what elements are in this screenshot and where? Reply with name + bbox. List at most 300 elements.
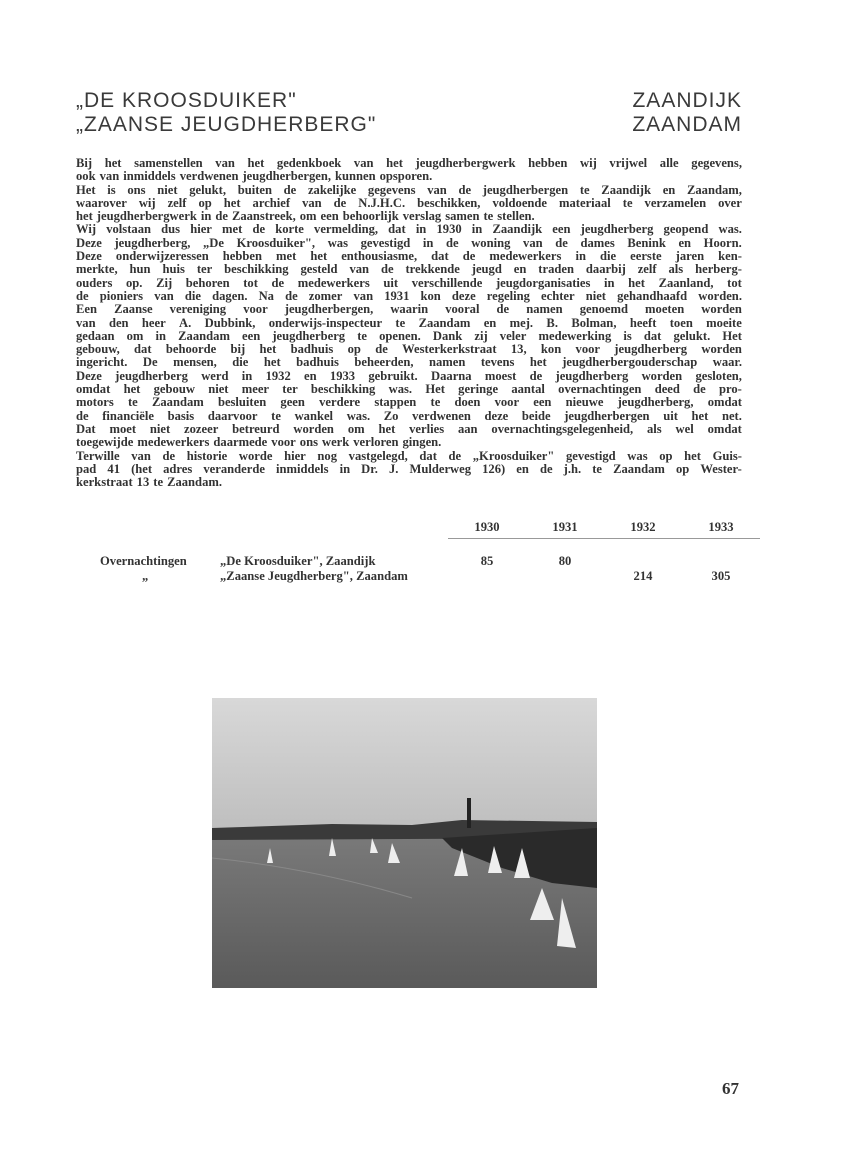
word: van [76,315,96,330]
word: te [622,195,633,210]
word: behoren [185,275,230,290]
word: 1932 [265,368,291,383]
word: traden [538,262,574,277]
word: badhuis [296,355,339,370]
word: regeling [486,288,530,303]
word: toen [669,315,693,330]
word: te [579,182,590,197]
word: pad [76,461,97,476]
word: stappen [374,395,417,410]
cell: 214 [633,568,653,583]
word: hebben [222,249,262,264]
cell: 305 [711,568,731,583]
word: huis [162,262,185,277]
harbor-photo [212,698,597,988]
word: de [462,249,476,264]
text-line [76,463,742,476]
word: vrijwel [609,156,648,170]
word: tot [243,275,258,290]
word: was. [718,222,742,237]
word: van [523,235,543,250]
word: dat [643,328,662,343]
word: worden [293,421,334,436]
word: en [304,368,317,383]
word: een [320,209,339,224]
word: Dank [432,328,463,343]
word: Wester- [700,461,742,476]
word: gingen. [402,435,442,450]
word: was. [388,382,413,397]
word: om [126,328,144,343]
word: en [516,461,529,476]
word: het [684,448,701,463]
word: Terwille [76,448,120,463]
word: heeft [629,315,657,330]
word: beheerden, [354,355,414,370]
year-header: 1931 [526,520,604,539]
word: het [529,355,547,370]
word: gegevens [367,182,416,197]
word: voor [271,435,296,450]
word: worden [701,342,742,357]
word: de [76,288,89,303]
word: verslag [402,209,442,224]
word: dagen. [212,288,248,303]
text-line [76,170,742,183]
word: motors [76,395,114,410]
word: om [347,421,365,436]
word: Zaanse [114,302,153,317]
word: kerkstraat [76,475,133,490]
word: verdere [319,395,361,410]
word: de [380,262,394,277]
word: de [162,448,176,463]
word: de [496,302,510,317]
word: basis [167,408,195,423]
word: van [302,195,322,210]
word: dames [580,235,615,250]
place-zaandijk: ZAANDIJK [632,89,742,112]
word: was [627,448,648,463]
word: overnachtingen [558,382,642,397]
word: vooral [445,302,480,317]
word: het [691,408,709,423]
text-line [76,410,742,423]
word: jeugdherberg, [617,395,694,410]
cell: 85 [480,553,494,568]
row-label-ditto: „ [142,568,149,583]
word: veler [499,328,527,343]
word: de [446,235,459,250]
word: en [513,262,527,277]
word: beschikken, [417,195,481,210]
word: het [378,421,396,436]
word: die [232,355,249,370]
cell [682,554,760,569]
text-line [76,317,742,330]
word: Zij [156,275,173,290]
word: Het [722,328,742,343]
text-line [76,277,742,290]
word: 1933 [329,368,356,383]
word: trekkende [405,262,460,277]
word: zij [474,328,488,343]
word: jeugdherberg [555,368,629,383]
word: jeugdherbergen [564,408,650,423]
word: vastgelegd, [348,448,408,463]
word: het [223,195,241,210]
word: wankel [294,408,334,423]
word: jeugdherberg [272,328,346,343]
word: heer [141,315,166,330]
sailboats-harbor-image [212,698,597,988]
word: waarover [76,195,127,210]
word: wij [138,195,156,210]
word: uit [383,275,399,290]
word: Het [76,182,96,197]
word: van [353,156,374,170]
word: inmiddels [276,461,329,476]
word: Zaandijk [492,222,543,237]
word: doen [454,395,481,410]
word: pro- [719,382,742,397]
word: ouders [76,275,113,290]
word: de [539,461,553,476]
word: zozeer [184,421,219,436]
word: (het [131,461,153,476]
word: Zaandijk [601,182,651,197]
word: N.J.H.C. [358,195,406,210]
word: Deze [76,235,102,250]
word: van [154,288,174,303]
word: overnachtingsgelegenheid, [491,421,634,436]
row-label: Overnachtingen [100,553,187,568]
text-line [76,184,742,197]
word: in [241,368,253,383]
word: Zaandam. [167,475,223,490]
word: moeten [645,302,685,317]
text-line [76,263,742,276]
word: Mulderweg [409,461,472,476]
word: verzamelen [644,195,707,210]
word: volstaan [106,222,151,237]
word: gehandhaafd [617,288,688,303]
word: deze [484,408,509,423]
word: de [283,182,297,197]
text-line [76,450,742,463]
word: van [131,448,151,463]
word: „De [203,235,224,250]
word: voor [243,302,268,317]
word: hebben [528,156,568,170]
word: korte [275,222,304,237]
word: Dr. [361,461,378,476]
word: jeugdorganisaties [495,275,591,290]
word: de [215,209,228,224]
word: dat [388,222,406,237]
word: en [662,182,676,197]
word: kon [540,342,562,357]
word: uit [663,408,678,423]
word: geopend [663,222,709,237]
text-line [76,237,742,250]
word: waarin [390,302,429,317]
word: het [104,156,122,170]
text-line [76,157,742,170]
text-line [76,250,742,263]
word: Na [258,288,274,303]
word: te [430,395,441,410]
word: hier [190,222,212,237]
word: 1930 [436,222,462,237]
word: in [339,461,351,476]
word: de [555,235,568,250]
word: te [271,408,281,423]
text-line [76,476,742,489]
word: onderwijs-inspecteur [268,315,383,330]
word: nieuwe [565,395,604,410]
text-line [76,223,742,236]
word: en [483,315,497,330]
word: beschikking [310,382,376,397]
word: aan [457,421,478,436]
word: dus [161,222,181,237]
word: jeugdherbergwerk [96,209,197,224]
word: dat [431,249,449,264]
word: jeugdherberg [580,222,654,237]
word: de [529,368,543,383]
word: in [200,209,212,224]
word: gebouw [153,382,195,397]
word: vereniging [169,302,227,317]
word: hier [284,448,306,463]
word: mensen, [173,355,217,370]
word: hun [129,262,151,277]
word: gebouw, [76,342,120,357]
word: jeugdherbergouderschap [562,355,698,370]
word: voor [575,342,600,357]
body-text [76,157,742,489]
word: een [242,328,261,343]
word: geringe [458,382,499,397]
word: tot [727,275,742,290]
word: 1931 [384,288,410,303]
word: 13 [136,475,150,490]
word: jeugdherbergen, [284,302,374,317]
word: de [285,288,298,303]
place-zaandam: ZAANDAM [632,113,742,136]
word: daarmede [213,435,268,450]
word: daarbij [585,262,626,277]
word: daarvoor [207,408,258,423]
word: te [395,315,406,330]
word: was [327,235,348,250]
word: mej. [509,315,534,330]
overnight-stays-table [100,520,760,584]
word: te [153,475,164,490]
word: worden [641,368,683,383]
word: als [668,262,684,277]
word: Bij [76,156,93,170]
word: opsporen. [379,169,433,184]
text-line [76,436,742,449]
word: Kroosduiker", [236,235,316,250]
text-line [76,383,742,396]
word: gedenkboek [276,156,342,170]
title-right [632,89,742,137]
word: vermelding, [314,222,379,237]
word: gelukt. [673,328,711,343]
word: en [678,235,692,250]
word: ons [127,182,146,197]
word: namen [428,355,466,370]
word: Zo [383,408,399,423]
word: archief [252,195,291,210]
word: eerste [630,249,662,264]
word: is [107,182,116,197]
word: de [458,182,472,197]
year-header: 1932 [604,520,682,539]
word: worden [701,302,742,317]
word: van [353,288,374,303]
word: samenstellen [134,156,203,170]
word: niet [157,182,178,197]
word: waar. [712,355,742,370]
word: Zaanland, [658,275,714,290]
word: jeugdherberg, [114,235,191,250]
word: B. [546,315,558,330]
word: voor [494,395,520,410]
word: op [198,195,212,210]
word: te [357,328,368,343]
title-kroosduiker: „DE KROOSDUIKER" [76,89,297,112]
word: wij [579,156,597,170]
word: tevens [480,355,515,370]
word: buiten [237,182,272,197]
word: openen. [379,328,421,343]
word: Wij [76,222,97,237]
word: van [427,182,447,197]
word: De [142,355,158,370]
word: werk [321,435,350,450]
text-line [76,370,742,383]
word: jeugdherberg [614,342,688,357]
word: Zaanstreek, [231,209,296,224]
text-line [76,210,742,223]
word: alle [659,156,679,170]
word: de [693,382,706,397]
word: zakelijke [307,182,357,197]
word: 13, [510,342,527,357]
word: die [184,288,202,303]
word: veranderde [203,461,265,476]
title-zaanse-jeugdherberg: „ZAANSE JEUGDHERBERG" [76,113,377,136]
word: onderwijzeressen [115,249,209,264]
word: genoemd [579,302,628,317]
word: van [99,169,120,184]
word: moet [109,421,137,436]
word: op [347,342,361,357]
word: enthousiasme, [341,249,418,264]
word: jeugdherbergen, [242,169,331,184]
word: jeugdherberg [115,368,188,383]
word: de [333,195,347,210]
word: moeite [706,315,742,330]
word: het [263,355,281,370]
word: te [592,461,602,476]
word: financiële [102,408,154,423]
word: in [155,328,167,343]
word: Westerkerkstraat [402,342,497,357]
word: gevestigd [566,448,616,463]
text-line [76,343,742,356]
word: verloren [353,435,399,450]
word: zelf [167,195,187,210]
word: gelukt, [189,182,226,197]
word: pioniers [99,288,144,303]
word: Het [425,382,445,397]
word: gebruikt. [368,368,418,383]
word: te [483,209,494,224]
word: de [375,342,388,357]
word: niet [585,288,607,303]
word: in [471,222,483,237]
word: op [659,448,673,463]
word: verdwenen [179,169,239,184]
word: van [349,262,370,277]
word: dat [419,448,437,463]
word: het [386,156,403,170]
word: met [276,249,297,264]
word: stellen. [497,209,535,224]
word: dat [134,342,152,357]
word: inmiddels [123,169,176,184]
word: het [76,209,93,224]
word: de [271,275,285,290]
word: het [628,275,645,290]
word: gesloten, [695,368,742,383]
word: gesteld [300,262,338,277]
word: ken- [718,249,742,264]
word: Zaandam [151,395,204,410]
word: wel [675,421,694,436]
word: materiaal [559,195,611,210]
word: die [600,249,617,264]
word: het [123,382,141,397]
row-label-name: „Zaanse Jeugdherberg", Zaandam [220,568,408,583]
word: merkte, [76,262,118,277]
word: Zaandam, [686,182,742,197]
text-line [76,330,742,343]
word: het [247,156,265,170]
word: verschillende [411,275,483,290]
cell [448,569,526,584]
word: echter [541,288,575,303]
word: historie [186,448,228,463]
word: j.h. [563,461,582,476]
word: Een [76,302,97,317]
word: medewerkers [489,249,562,264]
text-line [76,423,742,436]
word: zelf [637,262,657,277]
word: aantal [511,382,545,397]
word: meer [241,382,270,397]
word: worde [238,448,273,463]
word: medewerkers [137,435,210,450]
word: jaren [675,249,705,264]
word: behoorde [165,342,217,357]
word: besluiten [217,395,267,410]
